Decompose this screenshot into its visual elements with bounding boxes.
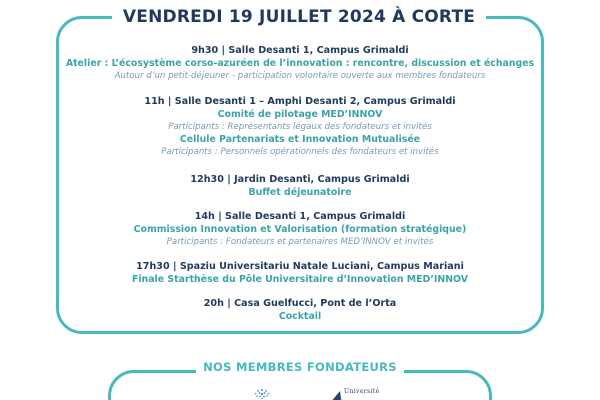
- event-title: Comité de pilotage MED’INNOV: [217, 108, 383, 120]
- event-11h: [59, 96, 541, 159]
- event-17h30: [59, 261, 541, 286]
- event-12h30: [59, 174, 541, 199]
- event-heading: 12h30 | Jardin Desanti, Campus Grimaldi: [190, 174, 410, 185]
- event-title: Atelier : L’écosystème corso-azuréen de l’innovation : rencontre, discussion et échanges: [65, 57, 535, 69]
- event-title: Buffet déjeunatoire: [248, 186, 352, 198]
- event-title: Commission Innovation et Valorisation (formation stratégique): [133, 223, 467, 235]
- event-note: Participants : Fondateurs et partenaires MED’INNOV et invités: [166, 237, 434, 247]
- event-20h: [59, 298, 541, 323]
- event-title-secondary: Cellule Partenariats et Innovation Mutualisée: [179, 133, 421, 145]
- university-triangle-icon: [328, 391, 342, 400]
- date-title: VENDREDI 19 JUILLET 2024 À CORTE: [122, 7, 476, 27]
- university-logo-text: Université: [344, 388, 380, 395]
- event-note: Participants : Représentants légaux des fondateurs et invités: [168, 122, 432, 132]
- event-14h: [59, 211, 541, 249]
- members-title: NOS MEMBRES FONDATEURS: [203, 360, 397, 374]
- event-heading: 11h | Salle Desanti 1 – Amphi Desanti 2, Campus Grimaldi: [144, 96, 456, 107]
- event-note: Autour d’un petit-déjeuner - participation volontaire ouverte aux membres fondateurs: [114, 71, 486, 81]
- date-banner: [112, 6, 486, 28]
- event-heading: 17h30 | Spaziu Universitariu Natale Luciani, Campus Mariani: [136, 261, 464, 272]
- event-heading: 14h | Salle Desanti 1, Campus Grimaldi: [194, 211, 406, 222]
- event-title: Cocktail: [278, 310, 322, 322]
- star-logo-icon: [252, 387, 272, 400]
- event-heading: 9h30 | Salle Desanti 1, Campus Grimaldi: [191, 45, 409, 56]
- event-title: Finale Starthèse du Pôle Universitaire d’Innovation MED’INNOV: [131, 273, 469, 285]
- members-banner: [196, 358, 404, 376]
- university-logo: [328, 388, 378, 400]
- event-note-secondary: Participants : Personnels opérationnels des fondateurs et invités: [161, 147, 439, 157]
- event-9h30: [59, 45, 541, 83]
- event-heading: 20h | Casa Guelfucci, Pont de l’Orta: [203, 298, 397, 309]
